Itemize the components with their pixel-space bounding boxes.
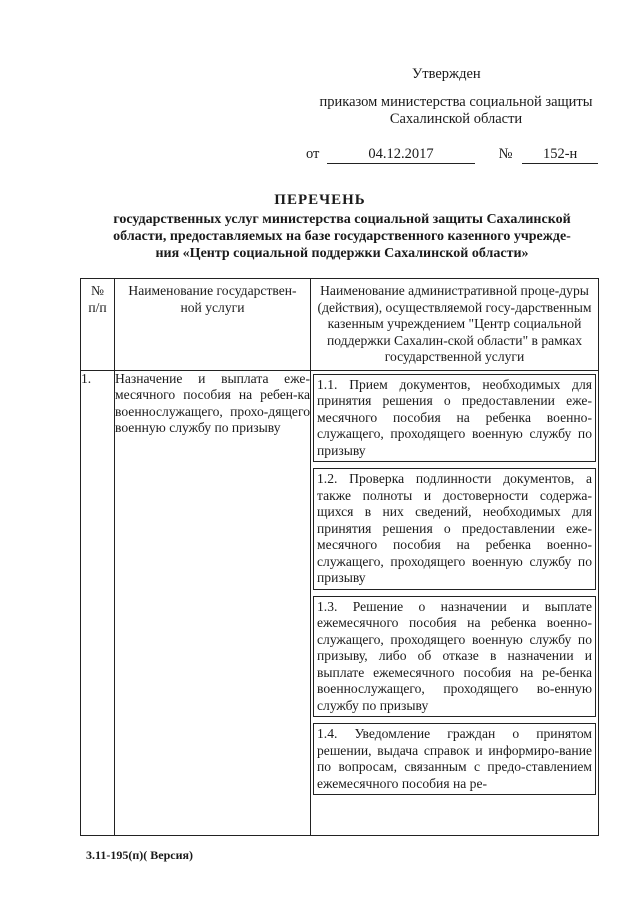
number-label: № (498, 146, 513, 162)
from-label: от (306, 146, 320, 162)
procedure-item: 1.4. Уведомление граждан о принятом решении, выдача справок и информиро-вание по вопросам, связанным с предо-ставлением ежемесячного пособия на ре- (313, 723, 596, 795)
table-row (81, 370, 599, 836)
row-num: 1. (81, 370, 115, 836)
header-procedure: Наименование административной проце-дуры (действия), осуществляемой госу-дарственным казенным учреждением "Центр социальной поддержки Сахалин-ской области" в рамках государственной услуги (311, 279, 599, 371)
subtitle-line-1: государственных услуг министерства социальной защиты Сахалинской (113, 212, 571, 227)
table-header-row (81, 279, 599, 371)
subtitle-line-2: области, предоставляемых на базе государственного казенного учрежде- (113, 229, 571, 244)
services-table (80, 278, 599, 836)
document-subtitle (92, 211, 592, 262)
order-line-1: приказом министерства социальной защиты (319, 94, 593, 110)
row-procedures (311, 370, 599, 836)
header-service: Наименование государствен-ной услуги (115, 279, 311, 371)
order-line-2: Сахалинской области (389, 111, 523, 127)
subtitle-line-3: ния «Центр социальной поддержки Сахалинской области» (155, 246, 529, 261)
procedure-item: 1.1. Прием документов, необходимых для принятия решения о предоставлении еже-месячного пособия на ребенка военно-служащего, проходящего военную службу по призыву (313, 374, 596, 463)
order-date-row (306, 146, 598, 164)
order-number: 152-н (522, 146, 598, 164)
document-title: ПЕРЕЧЕНЬ (274, 192, 366, 208)
approved-label: Утвержден (412, 66, 481, 82)
header-num: № п/п (81, 279, 115, 371)
row-service: Назначение и выплата еже-месячного пособия на ребен-ка военнослужащего, прохо-дящего военную службу по призыву (115, 370, 311, 836)
document-footer: 3.11-195(п)( Версия) (86, 848, 193, 862)
order-date: 04.12.2017 (327, 146, 475, 164)
procedure-item: 1.2. Проверка подлинности документов, а также полноты и достоверности содержа-щихся в них сведений, необходимых для принятия решения о предоставлении еже-месячного пособия на ребенка военно-служащего, проходящего военную службу по призыву (313, 468, 596, 590)
procedure-item: 1.3. Решение о назначении и выплате ежемесячного пособия на ребенка военно-служащего, проходящего военную службу по призыву, либо об отказе в назначении и выплате ежемесячного пособия на ре-бенка военнослужащего, проходящего во-енную службу по призыву (313, 596, 596, 718)
